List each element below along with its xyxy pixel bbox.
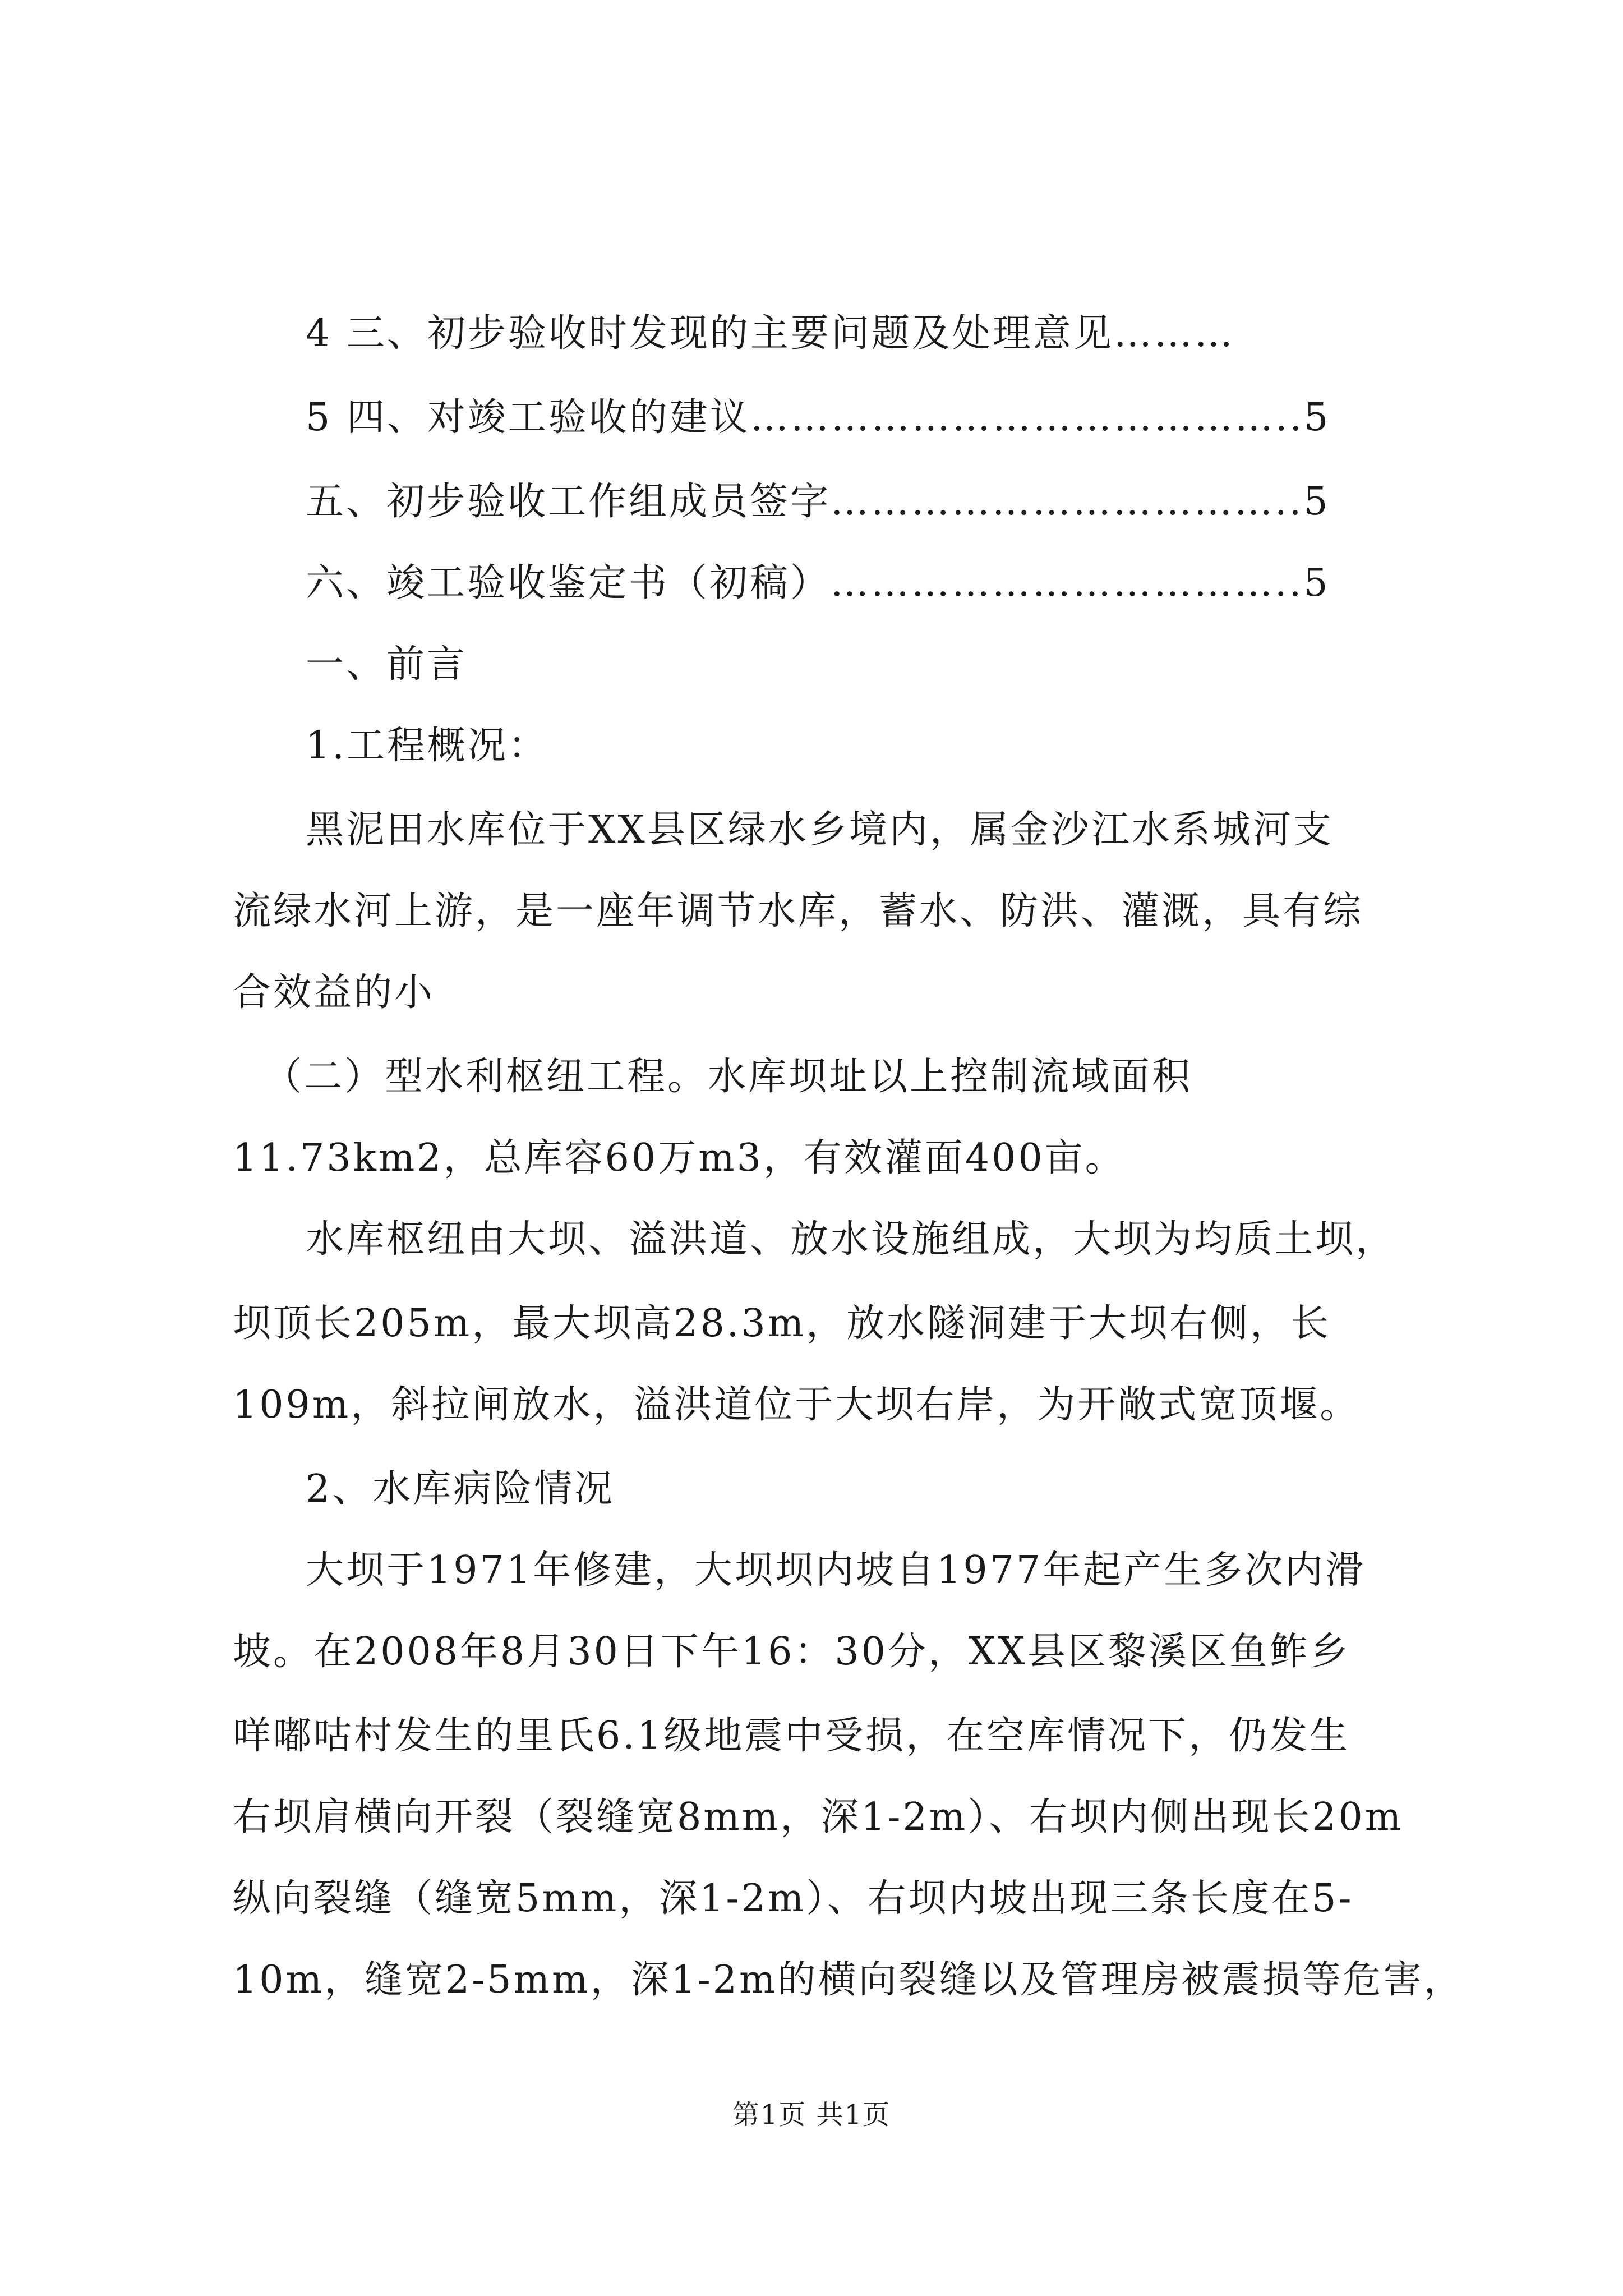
paragraph-line: 大坝于1971年修建，大坝坝内坡自1977年起产生多次内滑 xyxy=(306,1548,1366,1593)
toc-item-6: 六、竣工验收鉴定书（初稿）……………………………..5 xyxy=(306,561,1330,605)
toc-item-5: 五、初步验收工作组成员签字……………………………..5 xyxy=(306,480,1330,524)
paragraph-line: 纵向裂缝（缝宽5mm，深1-2m）、右坝内坡出现三条长度在5- xyxy=(233,1876,1354,1921)
paragraph-line: 咩嘟咕村发生的里氏6.1级地震中受损，在空库情况下，仍发生 xyxy=(233,1714,1350,1758)
paragraph-line: （二）型水利枢纽工程。水库坝址以上控制流域面积 xyxy=(264,1055,1193,1099)
paragraph-line: 坝顶长205m，最大坝高28.3m，放水隧洞建于大坝右侧，长 xyxy=(233,1301,1331,1346)
paragraph-line: 右坝肩横向开裂（裂缝宽8mm，深1-2m）、右坝内侧出现长20m xyxy=(233,1795,1404,1839)
paragraph-line: 水库枢纽由大坝、溢洪道、放水设施组成，大坝为均质土坝， xyxy=(306,1217,1396,1262)
paragraph-line: 合效益的小 xyxy=(233,970,435,1015)
paragraph-line: 109m，斜拉闸放水，溢洪道位于大坝右岸，为开敞式宽顶堰。 xyxy=(233,1383,1361,1427)
paragraph-line: 黑泥田水库位于XX县区绿水乡境内，属金沙江水系城河支 xyxy=(306,808,1334,852)
toc-item-3: 4 三、初步验收时发现的主要问题及处理意见……… xyxy=(306,311,1235,356)
paragraph-line: 流绿水河上游，是一座年调节水库，蓄水、防洪、灌溉，具有综 xyxy=(233,889,1364,933)
subsection-title-2: 2、水库病险情况 xyxy=(306,1467,615,1511)
paragraph-line: 坡。在2008年8月30日下午16：30分，XX县区黎溪区鱼鲊乡 xyxy=(233,1630,1350,1674)
page-footer: 第1页 共1页 xyxy=(732,2099,891,2131)
toc-item-4: 5 四、对竣工验收的建议…………………………………..5 xyxy=(306,395,1331,440)
subsection-title-1: 1.工程概况： xyxy=(306,724,548,768)
paragraph-line: 10m，缝宽2-5mm，深1-2m的横向裂缝以及管理房被震损等危害， xyxy=(233,1958,1464,2002)
paragraph-line: 11.73km2，总库容60万m3，有效灌面400亩。 xyxy=(233,1136,1126,1180)
section-title: 一、前言 xyxy=(306,642,468,687)
